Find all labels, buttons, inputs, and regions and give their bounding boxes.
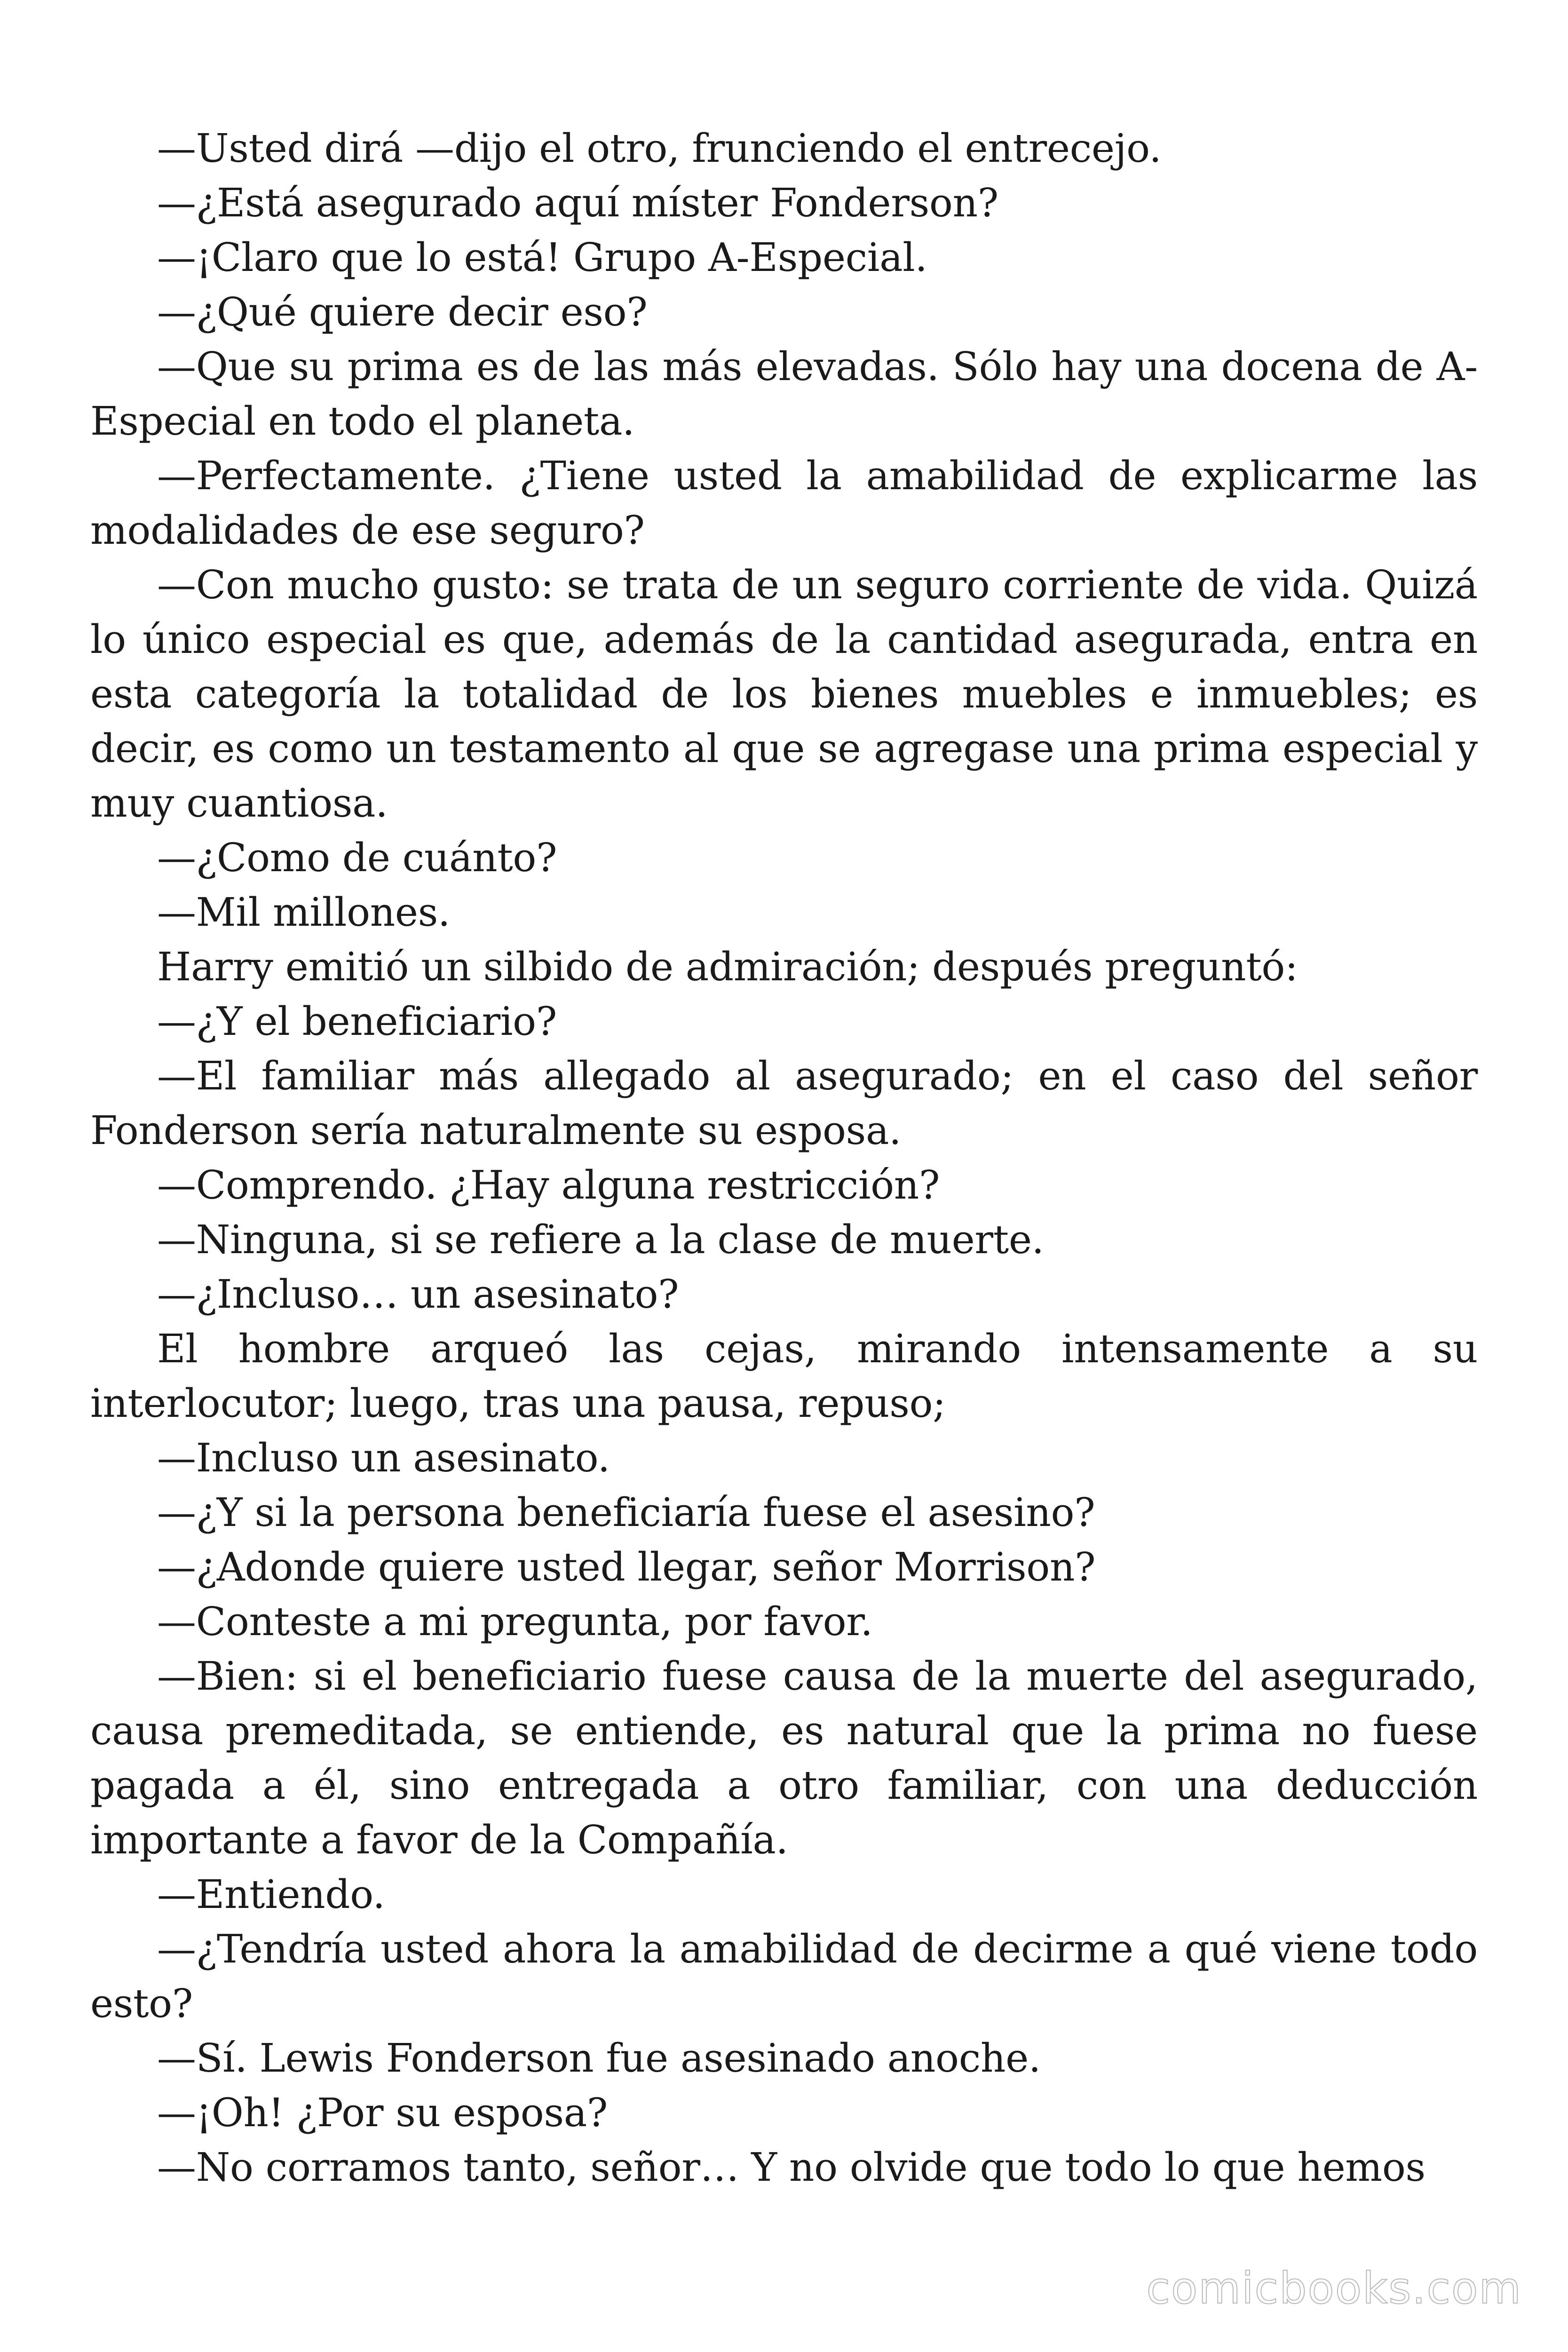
paragraph: —El familiar más allegado al asegurado; en el caso del señor Fonderson sería naturalmente su esposa.: [90, 1053, 1478, 1153]
paragraph: —Sí. Lewis Fonderson fue asesinado anoche.: [157, 2035, 1041, 2081]
paragraph: —Ninguna, si se refiere a la clase de muerte.: [157, 1217, 1044, 1263]
paragraph: —Que su prima es de las más elevadas. Sólo hay una docena de A-Especial en todo el planeta.: [90, 344, 1478, 444]
paragraph: —¿Adonde quiere usted llegar, señor Morrison?: [157, 1544, 1096, 1590]
paragraph: —Con mucho gusto: se trata de un seguro corriente de vida. Quizá lo único especial es que, además de la cantidad asegurada, entra en esta categoría la totalidad de los bienes muebles e inmuebles; es decir, es como un testamento al que se agregase una prima especial y muy cuantiosa.: [90, 562, 1478, 826]
paragraph: Harry emitió un silbido de admiración; después preguntó:: [157, 944, 1298, 990]
paragraph: —Usted dirá —dijo el otro, frunciendo el entrecejo.: [157, 126, 1162, 171]
paragraph: —Bien: si el beneficiario fuese causa de la muerte del asegurado, causa premeditada, se entiende, es natural que la prima no fuese pagada a él, sino entregada a otro familiar, con una deducción importante a favor de la Compañía.: [90, 1653, 1478, 1863]
paragraph: —No corramos tanto, señor… Y no olvide que todo lo que hemos: [157, 2145, 1425, 2190]
paragraph: —¿Y si la persona beneficiaría fuese el asesino?: [157, 1490, 1095, 1535]
paragraph: —¿Tendría usted ahora la amabilidad de decirme a qué viene todo esto?: [90, 1926, 1478, 2026]
paragraph: —¿Qué quiere decir eso?: [157, 289, 648, 335]
paragraph: —Mil millones.: [157, 890, 451, 935]
paragraph: —Incluso un asesinato.: [157, 1435, 610, 1481]
paragraph: —¿Incluso… un asesinato?: [157, 1271, 679, 1317]
paragraph: —Conteste a mi pregunta, por favor.: [157, 1599, 873, 1645]
book-page-text: [90, 121, 1478, 2195]
paragraph: —Perfectamente. ¿Tiene usted la amabilidad de explicarme las modalidades de ese seguro?: [90, 453, 1478, 553]
paragraph: El hombre arqueó las cejas, mirando intensamente a su interlocutor; luego, tras una pausa, repuso;: [90, 1326, 1478, 1426]
paragraph: —¿Está asegurado aquí míster Fonderson?: [157, 180, 998, 226]
paragraph: —Entiendo.: [157, 1872, 385, 1917]
paragraph: —¡Oh! ¿Por su esposa?: [157, 2090, 608, 2136]
paragraph: —Comprendo. ¿Hay alguna restricción?: [157, 1162, 940, 1208]
paragraph: —¡Claro que lo está! Grupo A-Especial.: [157, 235, 927, 280]
watermark: comicbooks.com: [1146, 2263, 1522, 2313]
paragraph: —¿Y el beneficiario?: [157, 999, 557, 1044]
paragraph: —¿Como de cuánto?: [157, 835, 557, 881]
